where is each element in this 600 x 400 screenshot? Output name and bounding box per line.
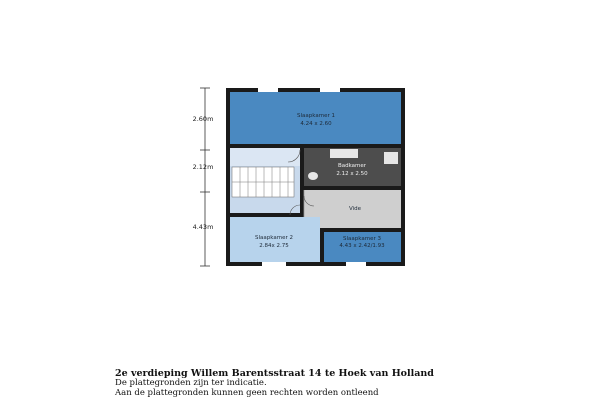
caption-title: 2e verdieping Willem Barentsstraat 14 te Hoek van Holland	[115, 368, 434, 379]
dimension-middle-label: 2.12m	[192, 163, 214, 171]
room-size-badkamer: 2.12 x 2.50	[336, 171, 368, 177]
room-label-slaapkamer-3: Slaapkamer 3	[343, 236, 381, 242]
staircase	[232, 167, 294, 197]
caption-disclaimer-1: De plattegronden zijn ter indicatie.	[115, 378, 267, 388]
room-label-slaapkamer-1: Slaapkamer 1	[297, 113, 335, 119]
room-label-vide: Vide	[348, 206, 362, 212]
landing-corridor	[230, 148, 300, 166]
caption	[115, 368, 585, 398]
room-size-slaapkamer-2: 2.84x 2.75	[259, 243, 289, 249]
caption-disclaimer-2: Aan de plattegronden kunnen geen rechten worden ontleend	[115, 387, 379, 398]
dimension-top-label: 2.60m	[192, 115, 214, 123]
dimension-bottom-label: 4.43m	[192, 223, 214, 231]
room-size-slaapkamer-1: 4.24 x 2.60	[300, 121, 332, 127]
room-size-slaapkamer-3: 4.43 x 2.42/1.93	[339, 243, 385, 249]
room-label-badkamer: Badkamer	[337, 163, 367, 169]
room-label-slaapkamer-2: Slaapkamer 2	[255, 235, 293, 241]
